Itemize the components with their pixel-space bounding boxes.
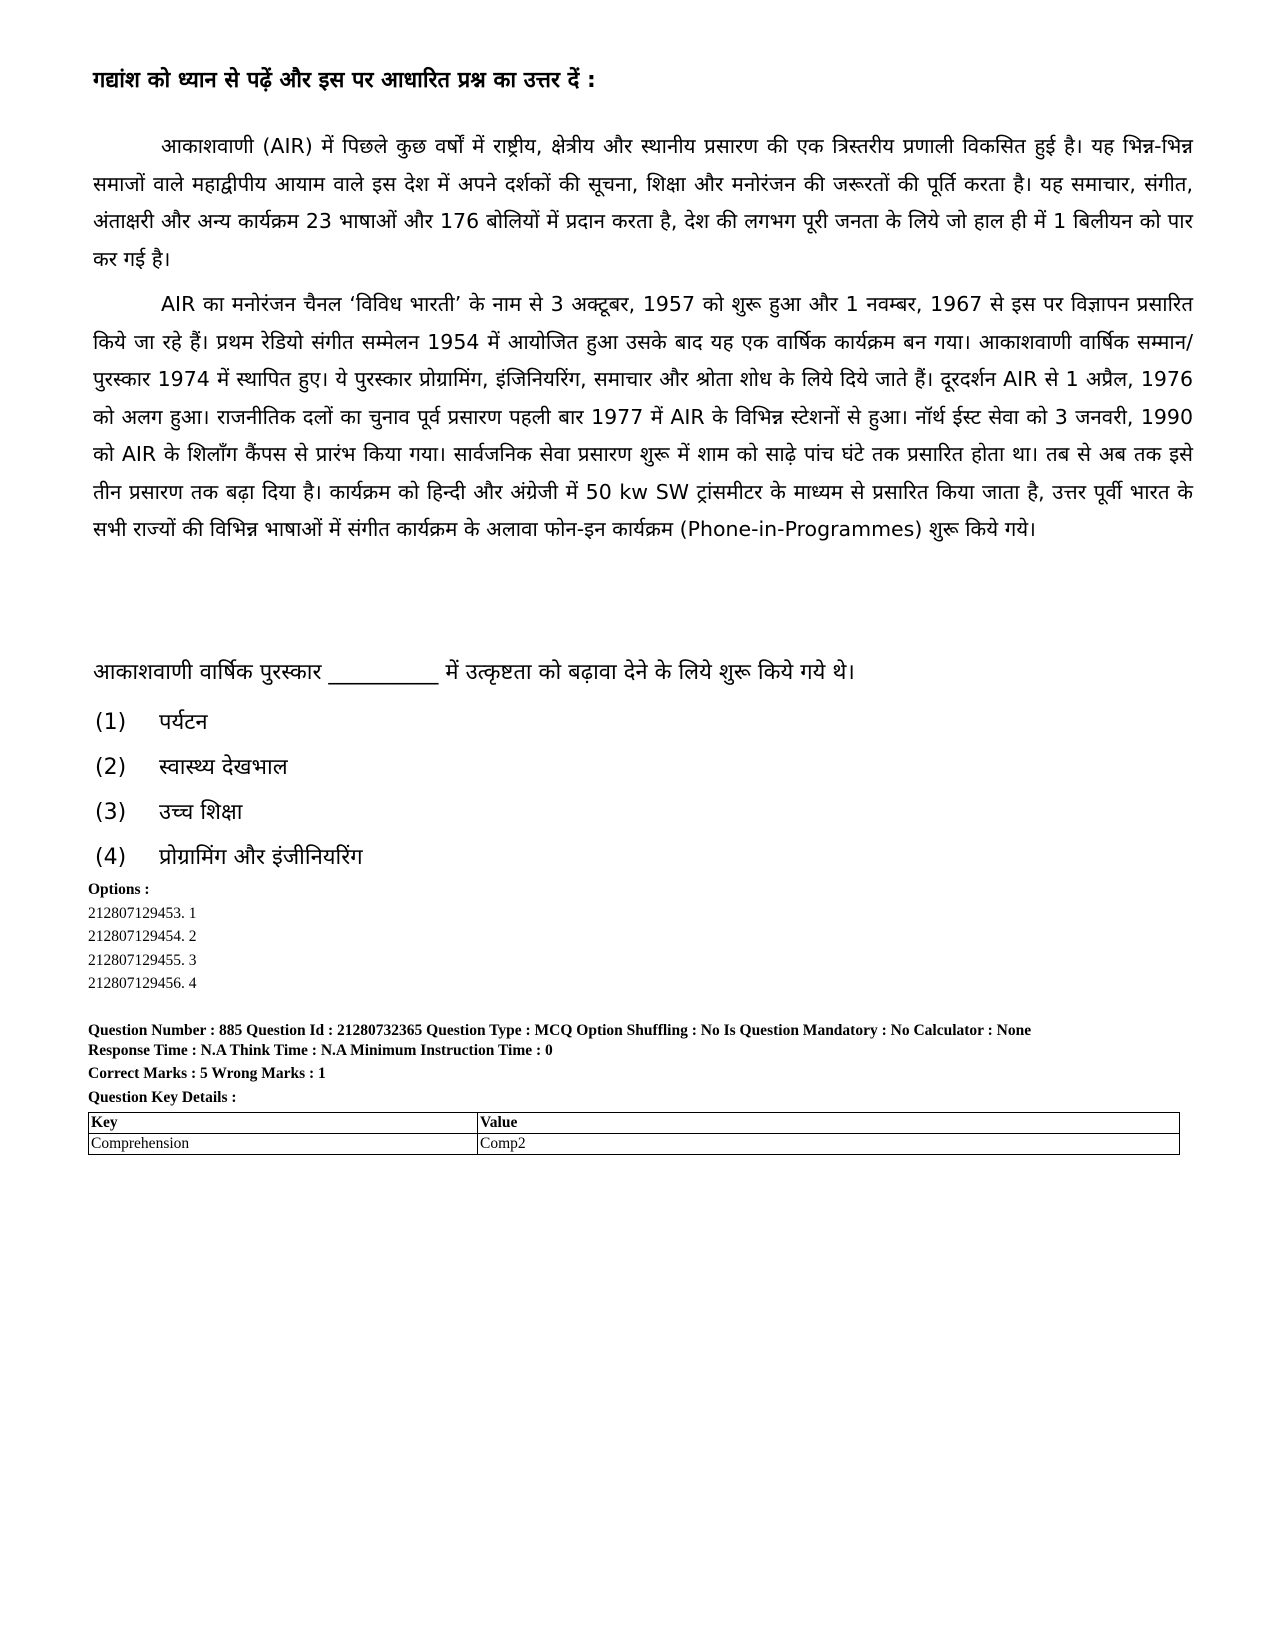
marks-info-line: Correct Marks : 5 Wrong Marks : 1 (88, 1065, 326, 1082)
timing-info-line: Response Time : N.A Think Time : N.A Minimum Instruction Time : 0 (88, 1041, 553, 1059)
choice-1 (95, 705, 895, 750)
choice-3 (95, 795, 895, 840)
question-text: आकाशवाणी वार्षिक पुरस्कार __________ में उत्कृष्टता को बढ़ावा देने के लिये शुरू किये गये थे। (93, 660, 855, 685)
cell-key: Comprehension (89, 1134, 478, 1155)
passage-paragraph-2: AIR का मनोरंजन चैनल ‘विविध भारती’ के नाम से 3 अक्टूबर, 1957 को शुरू हुआ और 1 नवम्बर, 1967 से इस पर विज्ञापन प्रसारित किये जा रहे हैं। प्रथम रेडियो संगीत सम्मेलन 1954 में आयोजित हुआ उसके बाद यह एक वार्षिक कार्यक्रम बन गया। आकाशवाणी वार्षिक सम्मान/पुरस्कार 1974 में स्थापित हुए। ये पुरस्कार प्रोग्रामिंग, इंजिनियरिंग, समाचार और श्रोता शोध के लिये दिये जाते हैं। दूरदर्शन AIR से 1 अप्रैल, 1976 को अलग हुआ। राजनीतिक दलों का चुनाव पूर्व प्रसारण पहली बार 1977 में AIR के विभिन्न स्टेशनों से हुआ। नॉर्थ ईस्ट सेवा को 3 जनवरी, 1990 को AIR के शिलाँग कैंपस से प्रारंभ किया गया। सार्वजनिक सेवा प्रसारण शुरू में शाम को साढ़े पांच घंटे तक प्रसारित होता था। तब से अब तक इसे तीन प्रसारण तक बढ़ा दिया है। कार्यक्रम को हिन्दी और अंग्रेजी में 50 kw SW ट्रांसमीटर के माध्यम से प्रसारित किया जाता है, उत्तर पूर्वी भारत के सभी राज्यों की विभिन्न भाषाओं में संगीत कार्यक्रम के अलावा फोन-इन कार्यक्रम (Phone-in-Programmes) शुरू किये गये। (93, 292, 1193, 541)
table-row (89, 1134, 1180, 1155)
choice-text: स्वास्थ्य देखभाल (159, 755, 288, 780)
choice-number: (4) (95, 845, 127, 870)
option-id-1: 212807129453. 1 (88, 904, 197, 922)
option-id-4: 212807129456. 4 (88, 975, 197, 992)
choice-number: (2) (95, 755, 127, 780)
key-details-label: Question Key Details : (88, 1088, 237, 1106)
option-id-3: 212807129455. 3 (88, 951, 197, 969)
choice-2 (95, 750, 895, 795)
question-key-table (88, 1112, 1180, 1155)
option-id-2: 212807129454. 2 (88, 928, 197, 945)
choice-text: पर्यटन (159, 710, 208, 735)
options-list (88, 878, 488, 996)
options-title: Options : (88, 881, 150, 898)
cell-value: Comp2 (478, 1134, 1180, 1155)
choice-text: उच्च शिक्षा (159, 800, 243, 825)
table-header-row (89, 1113, 1180, 1134)
header-key: Key (89, 1113, 478, 1134)
comprehension-passage (93, 128, 1193, 557)
choice-text: प्रोग्रामिंग और इंजीनियरिंग (159, 845, 363, 870)
header-value: Value (478, 1113, 1180, 1134)
choice-number: (3) (95, 800, 127, 825)
passage-paragraph-1: आकाशवाणी (AIR) में पिछले कुछ वर्षों में राष्ट्रीय, क्षेत्रीय और स्थानीय प्रसारण की एक त्रिस्तरीय प्रणाली विकसित हुई है। यह भिन्न-भिन्न समाजों वाले महाद्वीपीय आयाम वाले इस देश में अपने दर्शकों की सूचना, शिक्षा और मनोरंजन की जरूरतों की पूर्ति करता है। यह समाचार, संगीत, अंताक्षरी और अन्य कार्यक्रम 23 भाषाओं और 176 बोलियों में प्रदान करता है, देश की लगभग पूरी जनता के लिये जो हाल ही में 1 बिलीयन को पार कर गई है। (93, 134, 1193, 271)
choice-number: (1) (95, 710, 127, 735)
question-info-line: Question Number : 885 Question Id : 21280732365 Question Type : MCQ Option Shuffling : No Is Question Mandatory : No Calculator : None (88, 1022, 1032, 1039)
answer-choices (95, 705, 895, 885)
question-metadata (88, 1021, 1208, 1107)
instruction-heading: गद्यांश को ध्यान से पढ़ें और इस पर आधारित प्रश्न का उत्तर दें : (93, 68, 596, 93)
